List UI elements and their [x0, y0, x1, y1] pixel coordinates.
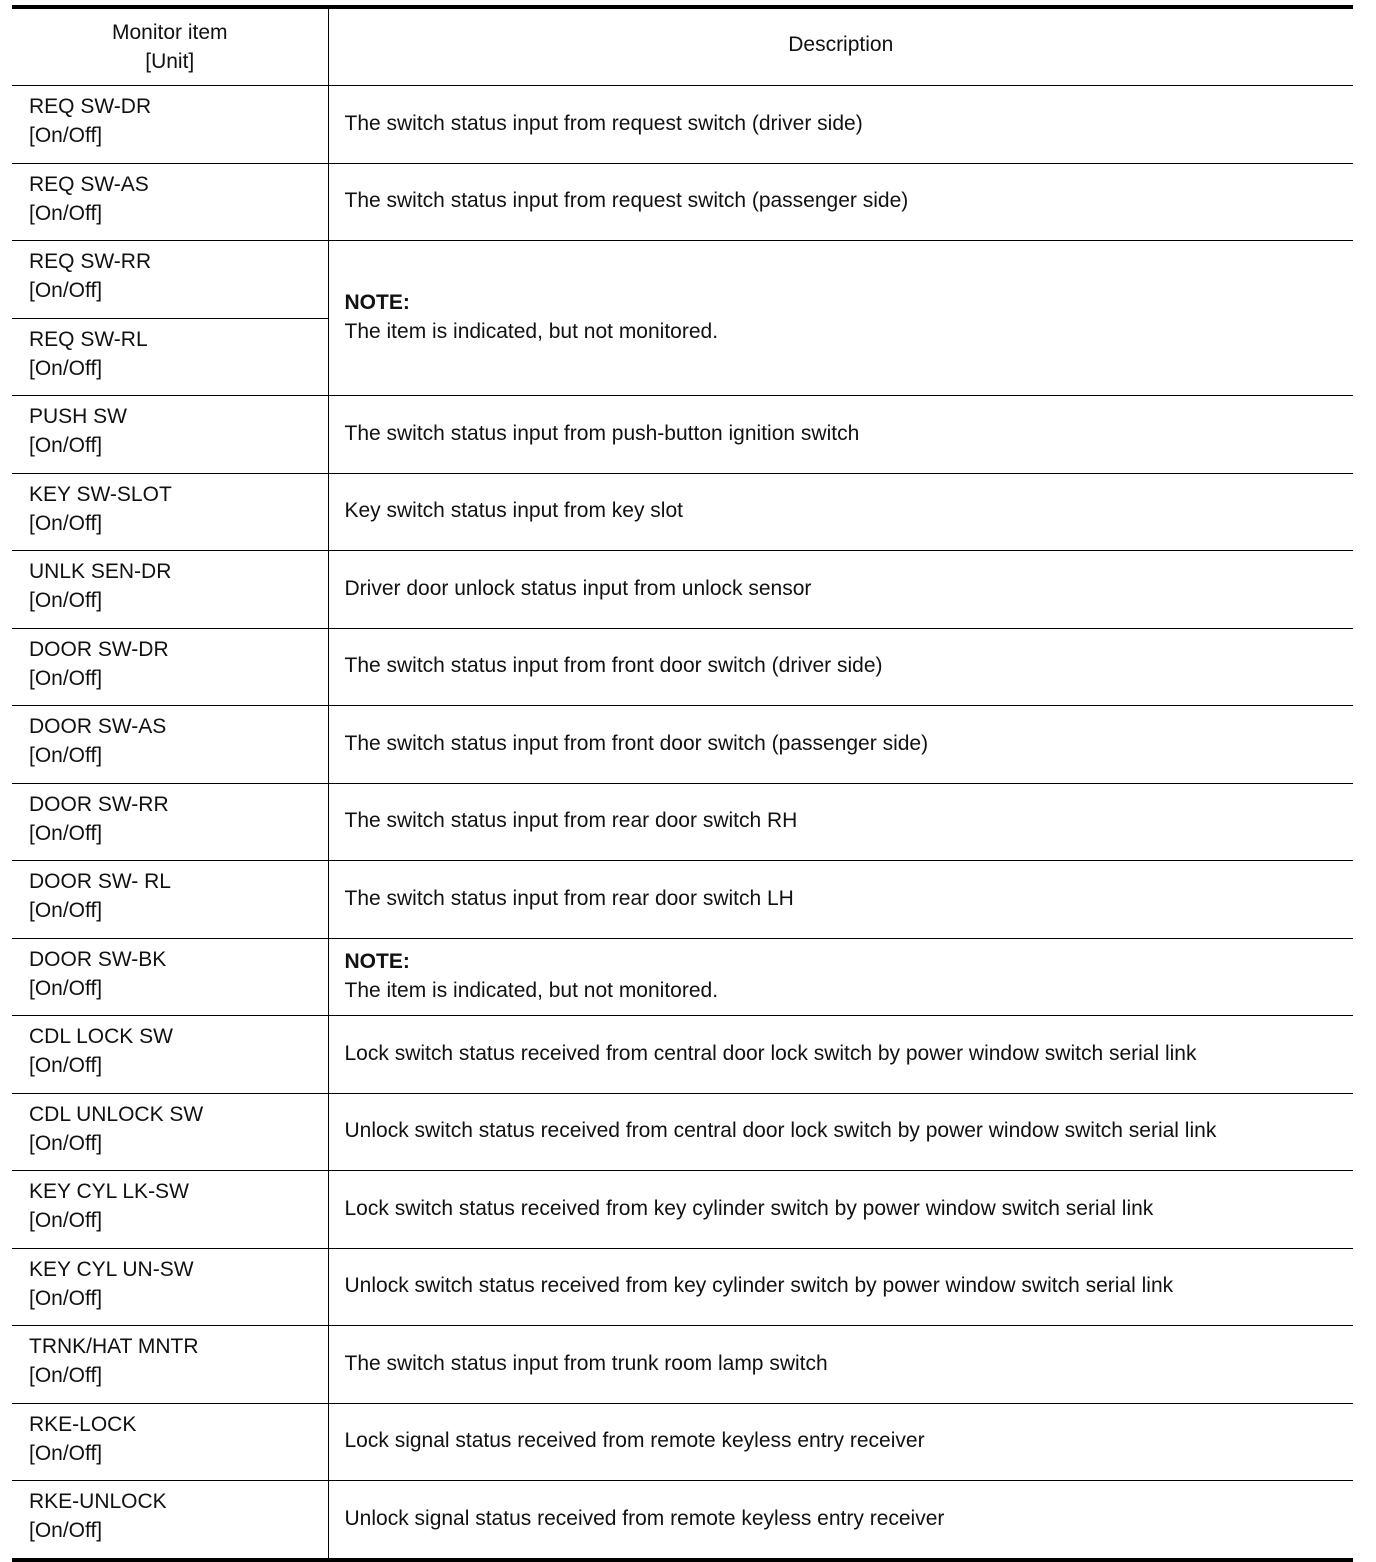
item-unit: [On/Off] [29, 899, 103, 923]
description-cell: The switch status input from rear door switch RH [328, 783, 1353, 861]
table-row [12, 1481, 1353, 1560]
note-text: The item is indicated, but not monitored. [344, 978, 719, 1002]
table-row [12, 1326, 1353, 1404]
monitor-item-cell [12, 163, 328, 241]
monitor-item-cell [12, 706, 328, 784]
item-name: REQ SW-AS [29, 172, 149, 196]
item-name: KEY CYL UN-SW [29, 1257, 194, 1281]
item-unit: [On/Off] [29, 1286, 103, 1310]
monitor-item-cell [12, 318, 328, 396]
description-cell: Unlock signal status received from remote keyless entry receiver [328, 1481, 1353, 1560]
item-unit: [On/Off] [29, 589, 103, 613]
item-unit: [On/Off] [29, 666, 103, 690]
item-name: KEY SW-SLOT [29, 482, 172, 506]
item-unit: [On/Off] [29, 356, 103, 380]
item-unit: [On/Off] [29, 1209, 103, 1233]
description-cell: The switch status input from push-button ignition switch [328, 396, 1353, 474]
description-cell: Lock switch status received from key cylinder switch by power window switch serial link [328, 1171, 1353, 1249]
description-cell: The switch status input from front door switch (driver side) [328, 628, 1353, 706]
monitor-item-cell [12, 1093, 328, 1171]
note-cell [328, 938, 1353, 1016]
description-cell: Unlock switch status received from central door lock switch by power window switch serial link [328, 1093, 1353, 1171]
table-row [12, 163, 1353, 241]
item-unit: [On/Off] [29, 976, 103, 1000]
description-cell: The switch status input from front door switch (passenger side) [328, 706, 1353, 784]
table-row [12, 783, 1353, 861]
description-cell: The switch status input from request switch (driver side) [328, 86, 1353, 164]
item-name: DOOR SW-DR [29, 637, 169, 661]
table-row [12, 1093, 1353, 1171]
table-row [12, 396, 1353, 474]
header-item-label: Monitor item [111, 21, 228, 44]
monitor-item-cell [12, 1481, 328, 1560]
monitor-item-cell [12, 1171, 328, 1249]
item-unit: [On/Off] [29, 124, 103, 148]
item-unit: [On/Off] [29, 821, 103, 845]
table-row [12, 706, 1353, 784]
description-cell: The switch status input from request switch (passenger side) [328, 163, 1353, 241]
description-cell: Unlock switch status received from key cylinder switch by power window switch serial link [328, 1248, 1353, 1326]
table-row [12, 1016, 1353, 1094]
item-unit: [On/Off] [29, 744, 103, 768]
item-name: TRNK/HAT MNTR [29, 1335, 199, 1359]
note-text: The item is indicated, but not monitored. [344, 320, 719, 343]
header-unit-label: [Unit] [145, 50, 195, 73]
description-cell: Key switch status input from key slot [328, 473, 1353, 551]
item-unit: [On/Off] [29, 1054, 103, 1078]
monitor-item-cell [12, 473, 328, 551]
table-row [12, 1171, 1353, 1249]
monitor-item-cell [12, 1403, 328, 1481]
table-row [12, 1403, 1353, 1481]
monitor-item-cell [12, 86, 328, 164]
item-name: DOOR SW-AS [29, 715, 167, 739]
monitor-item-cell [12, 628, 328, 706]
item-name: PUSH SW [29, 405, 128, 429]
table-row [12, 938, 1353, 1016]
item-unit: [On/Off] [29, 1519, 103, 1543]
item-name: REQ SW-RL [29, 327, 148, 351]
monitor-item-cell [12, 241, 328, 319]
item-unit: [On/Off] [29, 1364, 103, 1388]
item-unit: [On/Off] [29, 511, 103, 535]
description-cell: Driver door unlock status input from unlock sensor [328, 551, 1353, 629]
item-name: UNLK SEN-DR [29, 560, 172, 584]
item-unit: [On/Off] [29, 1441, 103, 1465]
item-name: RKE-LOCK [29, 1412, 137, 1436]
table-row [12, 86, 1353, 164]
monitor-item-cell [12, 551, 328, 629]
item-unit: [On/Off] [29, 1131, 103, 1155]
item-name: DOOR SW-RR [29, 792, 169, 816]
item-name: REQ SW-RR [29, 250, 152, 274]
table-row [12, 1248, 1353, 1326]
monitor-item-cell [12, 861, 328, 939]
item-name: KEY CYL LK-SW [29, 1180, 189, 1204]
item-name: DOOR SW-BK [29, 947, 167, 971]
item-name: REQ SW-DR [29, 95, 152, 119]
table-row [12, 861, 1353, 939]
table-row [12, 241, 1353, 319]
description-cell: Lock signal status received from remote keyless entry receiver [328, 1403, 1353, 1481]
monitor-item-cell [12, 783, 328, 861]
item-name: RKE-UNLOCK [29, 1490, 167, 1514]
monitor-item-table [12, 5, 1353, 1562]
description-cell: The switch status input from trunk room lamp switch [328, 1326, 1353, 1404]
table-row [12, 551, 1353, 629]
note-label: NOTE: [344, 949, 410, 973]
note-label: NOTE: [344, 291, 410, 314]
item-name: DOOR SW- RL [29, 870, 171, 894]
table-row [12, 628, 1353, 706]
monitor-item-cell [12, 1326, 328, 1404]
header-description: Description [328, 7, 1353, 86]
table-header-row [12, 7, 1353, 86]
item-unit: [On/Off] [29, 201, 103, 225]
item-name: CDL UNLOCK SW [29, 1102, 204, 1126]
note-cell [328, 241, 1353, 396]
item-name: CDL LOCK SW [29, 1025, 173, 1049]
monitor-item-cell [12, 1016, 328, 1094]
monitor-item-cell [12, 396, 328, 474]
item-unit: [On/Off] [29, 279, 103, 303]
description-cell: The switch status input from rear door switch LH [328, 861, 1353, 939]
header-monitor-item [12, 7, 328, 86]
table-row [12, 473, 1353, 551]
description-cell: Lock switch status received from central door lock switch by power window switch serial link [328, 1016, 1353, 1094]
item-unit: [On/Off] [29, 434, 103, 458]
monitor-item-cell [12, 938, 328, 1016]
monitor-item-cell [12, 1248, 328, 1326]
